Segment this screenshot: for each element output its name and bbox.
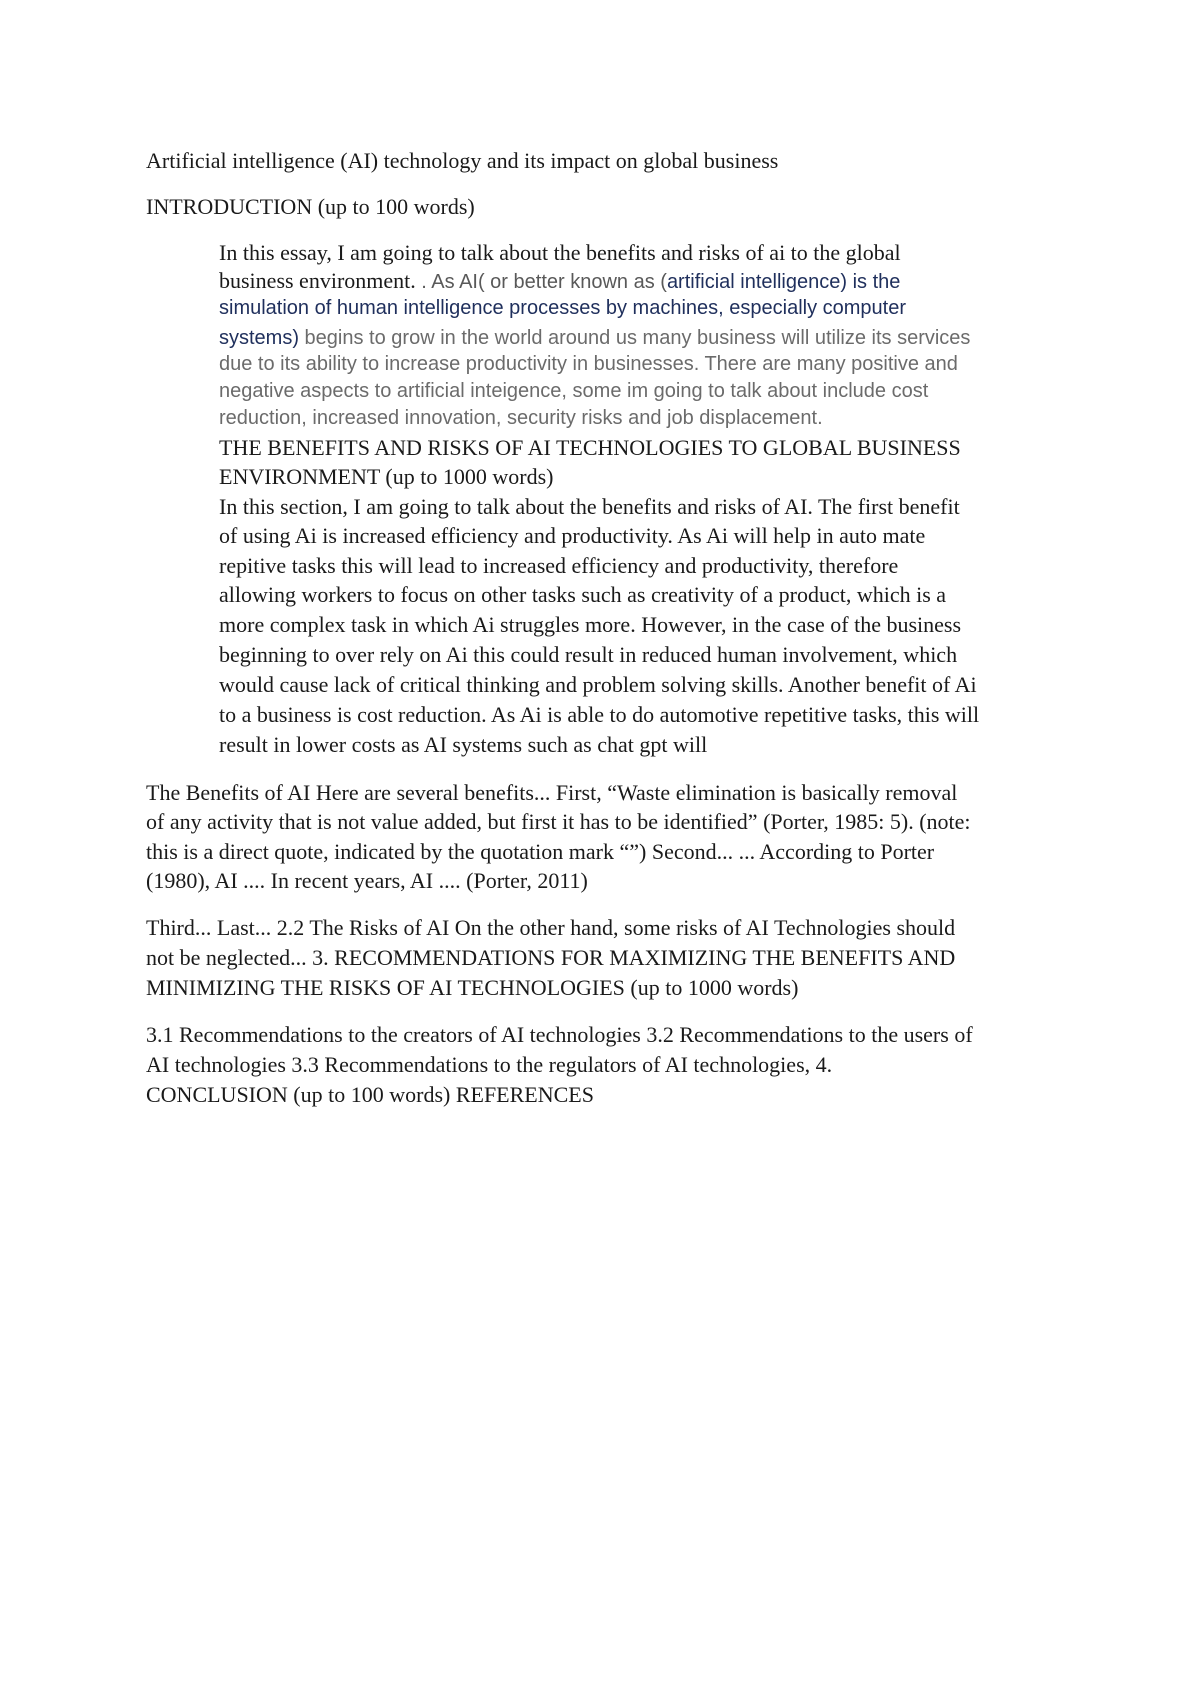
intro-line-5: due to its ability to increase productivity in businesses. There are many positive and [219,353,958,375]
intro-heading: INTRODUCTION (up to 100 words) [146,194,475,219]
section1-body-line: repitive tasks this will lead to increased efficiency and productivity, therefore [219,553,899,578]
benefits-line: (1980), AI .... In recent years, AI .... (Porter, 2011) [146,868,588,893]
intro-line-6: negative aspects to artificial inteigence, some im going to talk about include cost [219,380,929,402]
intro-line-4 [219,322,970,353]
section1-body-line: to a business is cost reduction. As Ai is able to do automotive repetitive tasks, this will [219,702,980,727]
section1-body-line: beginning to over rely on Ai this could result in reduced human involvement, which [219,642,958,667]
section1-body-line: would cause lack of critical thinking and problem solving skills. Another benefit of Ai [219,672,977,697]
intro-line-7: reduction, increased innovation, security risks and job displacement. [219,407,823,429]
recommendations-line: 3.1 Recommendations to the creators of AI technologies 3.2 Recommendations to the users of [146,1022,973,1047]
risks-line: not be neglected... 3. RECOMMENDATIONS FOR MAXIMIZING THE BENEFITS AND [146,945,956,970]
intro-line-4-grey: begins to grow in the world around us many business will utilize its services [299,327,971,349]
benefits-line: of any activity that is not value added, but first it has to be identified” (Porter, 1985: 5). (note: [146,809,971,834]
section1-body-line: result in lower costs as AI systems such as chat gpt will [219,732,708,757]
risks-line: Third... Last... 2.2 The Risks of AI On the other hand, some risks of AI Technologies should [146,915,956,940]
section1-body-line: allowing workers to focus on other tasks such as creativity of a product, which is a [219,582,947,607]
intro-line-2-serif: business environment. [219,268,422,293]
intro-line-3: simulation of human intelligence processes by machines, especially computer [219,297,907,319]
intro-line-4-blue: systems) [219,327,299,349]
intro-line-2-blue: artificial intelligence) is the [666,271,901,293]
section1-body-line: In this section, I am going to talk about the benefits and risks of AI. The first benefit [219,494,960,519]
benefits-line: The Benefits of AI Here are several benefits... First, “Waste elimination is basically removal [146,780,958,805]
intro-line-2-grey: . As AI( or better known as ( [421,271,667,293]
section1-body-line: of using Ai is increased efficiency and productivity. As Ai will help in auto mate [219,523,926,548]
recommendations-line: CONCLUSION (up to 100 words) REFERENCES [146,1082,594,1107]
benefits-line: this is a direct quote, indicated by the quotation mark “”) Second... ... According to Porter [146,839,935,864]
risks-line: MINIMIZING THE RISKS OF AI TECHNOLOGIES (up to 1000 words) [146,975,799,1000]
intro-line-1: In this essay, I am going to talk about the benefits and risks of ai to the global [219,240,901,265]
section1-heading-line-2: ENVIRONMENT (up to 1000 words) [219,464,554,489]
section1-heading-line-1: THE BENEFITS AND RISKS OF AI TECHNOLOGIES TO GLOBAL BUSINESS [219,435,961,460]
intro-line-2 [219,266,900,297]
section1-body-line: more complex task in which Ai struggles more. However, in the case of the business [219,612,962,637]
recommendations-line: AI technologies 3.3 Recommendations to the regulators of AI technologies, 4. [146,1052,833,1077]
document-title: Artificial intelligence (AI) technology and its impact on global business [146,148,779,173]
